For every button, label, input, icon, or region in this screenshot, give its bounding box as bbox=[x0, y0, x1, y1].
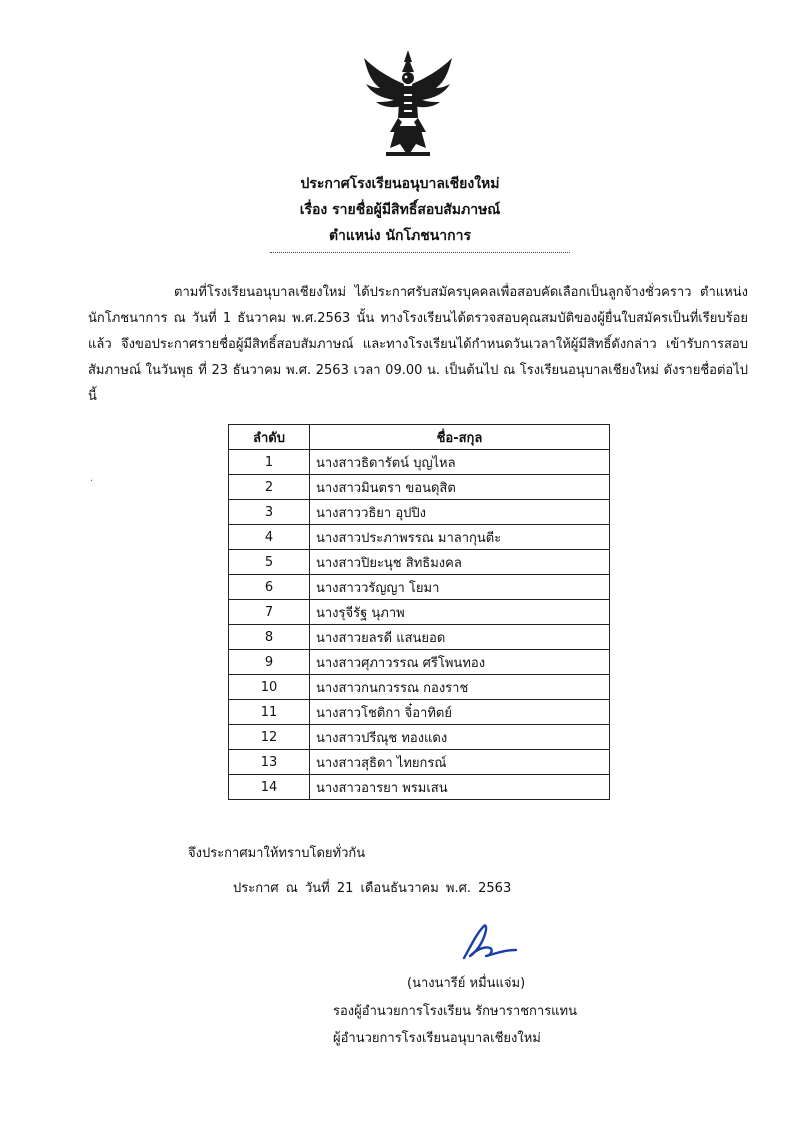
table-row bbox=[229, 500, 610, 525]
table-row bbox=[229, 775, 610, 800]
table-row bbox=[229, 550, 610, 575]
scan-speck: · bbox=[90, 476, 94, 487]
column-header-name: ชื่อ-สกุล bbox=[310, 425, 610, 450]
row-name: นางสาวสุธิดา ไทยกรณ์ bbox=[310, 750, 610, 775]
table-row bbox=[229, 575, 610, 600]
dotted-divider bbox=[270, 252, 570, 253]
row-name: นางสาวปรีณุช ทองแดง bbox=[310, 725, 610, 750]
row-name: นางสาวยลรดี แสนยอด bbox=[310, 625, 610, 650]
row-name: นางรุจีรัฐ นุภาพ bbox=[310, 600, 610, 625]
table-row bbox=[229, 675, 610, 700]
row-order: 13 bbox=[229, 750, 310, 775]
row-name: นางสาวกนกวรรณ กองราช bbox=[310, 675, 610, 700]
row-name: นางสาวศุภาวรรณ ศรีโพนทอง bbox=[310, 650, 610, 675]
row-name: นางสาวมินตรา ขอนดุสิต bbox=[310, 475, 610, 500]
row-order: 11 bbox=[229, 700, 310, 725]
closing-statement: จึงประกาศมาให้ทราบโดยทั่วกัน bbox=[188, 846, 366, 861]
row-order: 3 bbox=[229, 500, 310, 525]
garuda-emblem-icon bbox=[360, 48, 456, 160]
row-order: 2 bbox=[229, 475, 310, 500]
row-order: 6 bbox=[229, 575, 310, 600]
table-row bbox=[229, 625, 610, 650]
row-order: 7 bbox=[229, 600, 310, 625]
table-row bbox=[229, 750, 610, 775]
row-order: 8 bbox=[229, 625, 310, 650]
row-name: นางสาวโชติกา จิ๋อาทิตย์ bbox=[310, 700, 610, 725]
row-name: นางสาววธิยา อุปปิง bbox=[310, 500, 610, 525]
announcement-date: ประกาศ ณ วันที่ 21 เดือนธันวาคม พ.ศ. 2563 bbox=[233, 881, 512, 896]
row-name: นางสาวธิดารัตน์ บุญไหล bbox=[310, 450, 610, 475]
candidate-table bbox=[228, 424, 610, 800]
row-name: นางสาวปิยะนุช สิทธิมงคล bbox=[310, 550, 610, 575]
table-row bbox=[229, 650, 610, 675]
table-row bbox=[229, 475, 610, 500]
row-order: 5 bbox=[229, 550, 310, 575]
table-header-row bbox=[229, 425, 610, 450]
row-order: 10 bbox=[229, 675, 310, 700]
row-name: นางสาววรัญญา โยมา bbox=[310, 575, 610, 600]
table-row bbox=[229, 600, 610, 625]
row-order: 14 bbox=[229, 775, 310, 800]
table-row bbox=[229, 525, 610, 550]
row-order: 1 bbox=[229, 450, 310, 475]
table-row bbox=[229, 450, 610, 475]
table-row bbox=[229, 725, 610, 750]
row-name: นางสาวอารยา พรมเสน bbox=[310, 775, 610, 800]
signatory-title-1: รองผู้อำนวยการโรงเรียน รักษาราชการแทน bbox=[333, 1004, 578, 1019]
announcement-body: ตามที่โรงเรียนอนุบาลเชียงใหม่ ได้ประกาศรับสมัครบุคคลเพื่อสอบคัดเลือกเป็นลูกจ้างชั่วคราว ตำแหน่ง นักโภชนาการ ณ วันที่ 1 ธันวาคม พ.ศ.2563 นั้น ทางโรงเรียนได้ตรวจสอบคุณสมบัติของผู้ยื่นใบสมัครเป็นที่เรียบร้อยแล้ว จึงขอประกาศรายชื่อผู้มีสิทธิ์สอบสัมภาษณ์ และทางโรงเรียนได้กำหนดวันเวลาให้ผู้มีสิทธิ์ดังกล่าว เข้ารับการสอบสัมภาษณ์ ในวันพุธ ที่ 23 ธันวาคม พ.ศ. 2563 เวลา 09.00 น. เป็นต้นไป ณ โรงเรียนอนุบาลเชียงใหม่ ดังรายชื่อต่อไปนี้ bbox=[88, 285, 748, 404]
row-order: 4 bbox=[229, 525, 310, 550]
column-header-order: ลำดับ bbox=[229, 425, 310, 450]
row-name: นางสาวประภาพรรณ มาลากุนตีะ bbox=[310, 525, 610, 550]
row-order: 12 bbox=[229, 725, 310, 750]
signatory-title-2: ผู้อำนวยการโรงเรียนอนุบาลเชียงใหม่ bbox=[333, 1031, 541, 1046]
row-order: 9 bbox=[229, 650, 310, 675]
announcement-title: ประกาศโรงเรียนอนุบาลเชียงใหม่ bbox=[300, 176, 500, 192]
table-row bbox=[229, 700, 610, 725]
announcement-position: ตำแหน่ง นักโภชนาการ bbox=[328, 228, 472, 244]
signatory-name: (นางนารีย์ หมื่นแจ่ม) bbox=[407, 976, 526, 991]
handwritten-signature bbox=[454, 920, 522, 964]
announcement-subject: เรื่อง รายชื่อผู้มีสิทธิ์สอบสัมภาษณ์ bbox=[299, 202, 501, 218]
